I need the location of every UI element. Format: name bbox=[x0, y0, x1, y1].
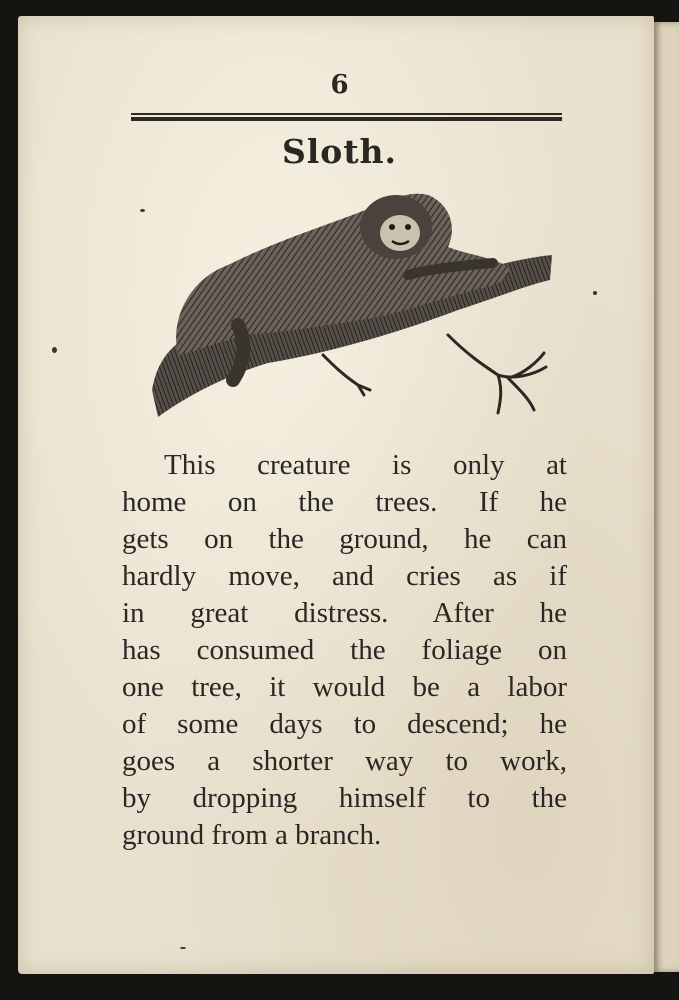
header-rule-thick-line bbox=[131, 117, 562, 121]
header-rule-thin-line bbox=[131, 113, 562, 115]
paragraph-line: has consumed the foliage on bbox=[122, 634, 567, 666]
ink-speck bbox=[140, 209, 145, 212]
paragraph-line: goes a shorter way to work, bbox=[122, 745, 567, 777]
paragraph-line: ground from a branch. bbox=[122, 819, 382, 851]
paragraph-line: home on the trees. If he bbox=[122, 486, 567, 518]
ink-speck bbox=[593, 291, 597, 295]
sloth-face bbox=[380, 215, 420, 251]
claw bbox=[323, 355, 370, 395]
body-paragraph bbox=[122, 447, 567, 854]
paragraph-line: by dropping himself to the bbox=[122, 782, 567, 814]
paragraph-line: one tree, it would be a labor bbox=[122, 671, 567, 703]
ink-speck bbox=[180, 947, 186, 949]
header-rule bbox=[131, 113, 562, 122]
paragraph-line: of some days to descend; he bbox=[122, 708, 567, 740]
page-title: Sloth. bbox=[281, 132, 398, 171]
ink-speck bbox=[52, 347, 57, 353]
sloth-illustration bbox=[148, 185, 556, 425]
sloth-eye bbox=[405, 224, 411, 230]
paragraph-line: hardly move, and cries as if bbox=[122, 560, 567, 592]
twig bbox=[448, 335, 546, 413]
paragraph-line: in great distress. After he bbox=[122, 597, 567, 629]
paragraph-line: gets on the ground, he can bbox=[122, 523, 567, 555]
page-number: 6 bbox=[330, 70, 349, 100]
sloth-eye bbox=[389, 224, 395, 230]
paragraph-line: This creature is only at bbox=[164, 449, 567, 481]
